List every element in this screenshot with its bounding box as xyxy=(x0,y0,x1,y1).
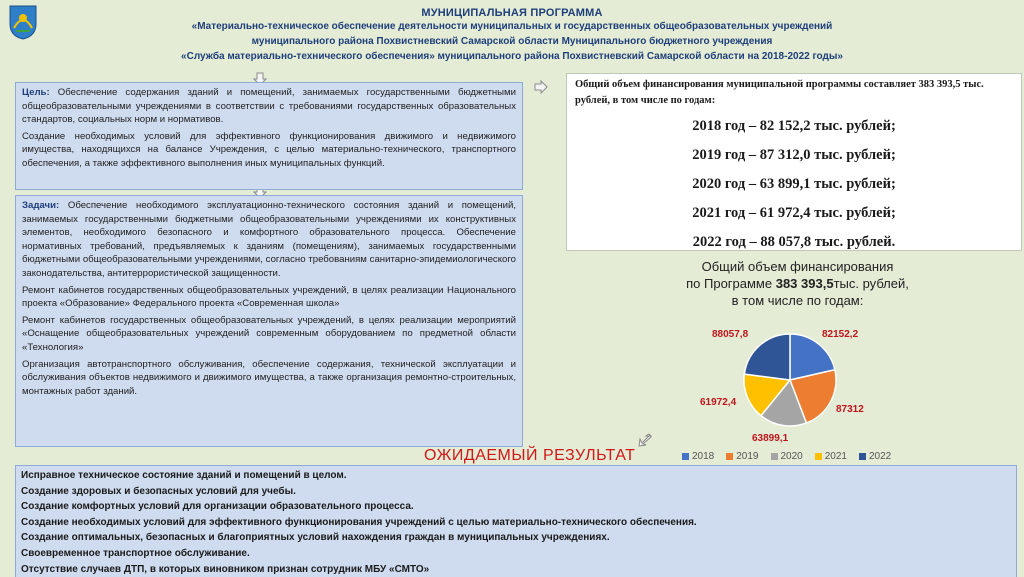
tasks-paragraph: Организация автотранспортного обслуживания, обеспечение содержания, технической эксплуатации и обслуживания объектов недвижимого и движимого имущества, а также организация ремонтно-строительных, монтажных работ зданий. xyxy=(22,358,516,397)
chart-legend xyxy=(682,451,891,462)
arrow-down-left-icon xyxy=(638,433,652,447)
tasks-label: Задачи: xyxy=(22,200,60,211)
financing-box xyxy=(566,73,1022,251)
legend-swatch xyxy=(771,453,778,460)
legend-swatch xyxy=(726,453,733,460)
result-item: Исправное техническое состояние зданий и помещений в целом. xyxy=(21,470,347,481)
pie-value-label: 61972,4 xyxy=(700,397,737,408)
pie-value-label: 87312 xyxy=(836,404,864,415)
tasks-paragraph: Обеспечение необходимого эксплуатационно-технического состояния зданий и помещений, занимаемых государственными бюджетными общеобразовательными учреждениями их конструктивных элементов, необходимого безопасного и комфортного образовательного процесса. Обеспечение нормативных требований, предъявляемых к зданиям (помещениям), занимаемых государственными бюджетными общеобразовательными учреждениями, согласно требованиям санитарно-эпидемиологического законодательства, антитеррористической защищенности. xyxy=(22,200,516,279)
legend-label: 2022 xyxy=(869,451,892,462)
pie-slice-2022 xyxy=(744,334,790,380)
result-item: Отсутствие случаев ДТП, в которых виновником признан сотрудник МБУ «СМТО» xyxy=(21,563,430,575)
tasks-paragraph: Ремонт кабинетов государственных общеобразовательных учреждений, в целях реализации Национального проекта «Образование» Федерального проекта «Современная школа» xyxy=(22,284,516,310)
result-item: Создание необходимых условий для эффективного функционирования учреждений с целью материально-технического обеспечения. xyxy=(21,516,697,528)
legend-item xyxy=(859,451,891,462)
legend-label: 2019 xyxy=(736,451,759,462)
page-title: МУНИЦИПАЛЬНАЯ ПРОГРАММА xyxy=(421,7,603,19)
legend-swatch xyxy=(859,453,866,460)
pie-caption-part: по Программе xyxy=(686,276,776,291)
pie-value-label: 82152,2 xyxy=(822,329,859,340)
result-item: Создание комфортных условий для организации образовательного процесса. xyxy=(21,501,414,513)
legend-item xyxy=(771,451,803,462)
header xyxy=(0,0,1024,72)
arrow-right-icon xyxy=(534,80,548,94)
result-item: Создание оптимальных, безопасных и благоприятных условий нахождения граждан в муниципальных учреждениях. xyxy=(21,532,610,544)
legend-item xyxy=(815,451,847,462)
financing-year: 2022 год – 88 057,8 тыс. рублей. xyxy=(692,234,896,250)
result-item: Создание здоровых и безопасных условий для учебы. xyxy=(21,485,296,497)
financing-pie-chart xyxy=(735,325,845,435)
tasks-paragraph: Ремонт кабинетов государственных общеобразовательных учреждений, в целях реализации мероприятий «Оснащение общеобразовательных учреждений современным оборудованием по предметной области «Технология» xyxy=(22,314,516,353)
result-title: ОЖИДАЕМЫЙ РЕЗУЛЬТАТ xyxy=(424,447,636,464)
result-box xyxy=(15,465,1017,577)
goal-text xyxy=(16,83,522,130)
legend-label: 2018 xyxy=(692,451,715,462)
pie-value-label: 63899,1 xyxy=(752,433,789,444)
tasks-box xyxy=(15,195,523,447)
financing-year: 2019 год – 87 312,0 тыс. рублей; xyxy=(692,147,896,163)
pie-caption xyxy=(620,258,975,309)
financing-year: 2021 год – 61 972,4 тыс. рублей; xyxy=(692,205,896,221)
pie-caption-total: 383 393,5 xyxy=(775,276,834,291)
legend-swatch xyxy=(682,453,689,460)
goal-label: Цель: xyxy=(22,87,50,98)
goal-box xyxy=(15,82,523,190)
legend-label: 2020 xyxy=(780,451,803,462)
legend-item xyxy=(682,451,714,462)
pie-caption-line: в том числе по годам: xyxy=(731,293,864,308)
goal-paragraph: Обеспечение содержания зданий и помещений, занимаемых государственными бюджетными общеобразовательными учреждениями в соответствии с требованиями государственных образовательных стандартов, социальных норм и нормативов. xyxy=(22,87,516,126)
result-item: Своевременное транспортное обслуживание. xyxy=(21,547,250,559)
pie-value-label: 88057,8 xyxy=(712,329,749,340)
pie-caption-line: Общий объем финансирования xyxy=(701,259,894,274)
financing-total: Общий объем финансирования муниципальной программы составляет 383 393,5 тыс. рублей, в том числе по годам: xyxy=(575,79,984,106)
goal-paragraph: Создание необходимых условий для эффективного функционирования движимого и недвижимого имущества, находящихся на балансе Учреждения, с целью материально-технического, транспортного обеспечения, а также эффективного выполнения иных муниципальных функций. xyxy=(22,130,516,169)
pie-caption-part: тыс. рублей, xyxy=(833,276,909,291)
header-line: муниципального района Похвистневский Самарской области Муниципального бюджетного учреждения xyxy=(251,36,773,47)
financing-year: 2020 год – 63 899,1 тыс. рублей; xyxy=(692,176,896,192)
legend-item xyxy=(726,451,758,462)
legend-label: 2021 xyxy=(824,451,847,462)
legend-swatch xyxy=(815,453,822,460)
header-line: «Материально-техническое обеспечение деятельности муниципальных и государственных общеобразовательных учреждений xyxy=(191,21,833,32)
tasks-text xyxy=(16,196,522,284)
pie-caption-line xyxy=(620,275,975,292)
header-line: «Служба материально-технического обеспечения» муниципального района Похвистневский Самарской области на 2018-2022 годы» xyxy=(181,51,843,62)
financing-year: 2018 год – 82 152,2 тыс. рублей; xyxy=(692,118,896,134)
coat-of-arms-icon xyxy=(8,4,38,40)
